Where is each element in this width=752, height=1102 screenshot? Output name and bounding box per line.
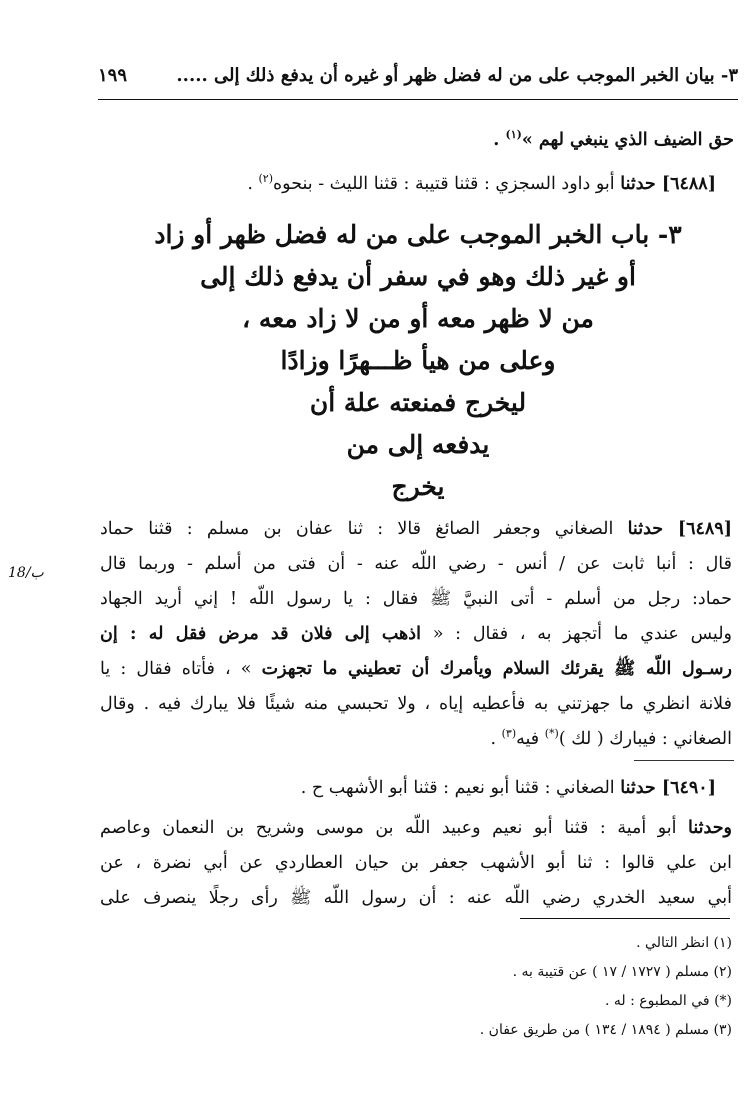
chapter-title-line: يدفعه إلى من [346,430,490,459]
hadith-6489-line: رسـول اللّه ﷺ يقرئك السلام ويأمرك أن تعطيني ما تجهزت » ، فأتاه فقال : يا [100,659,732,679]
manuscript-folio-marker: 18/ب [8,565,44,581]
page-number: ١٩٩ [98,64,128,86]
chapter-title-line: أو غير ذلك وهو في سفر أن يدفع ذلك إلى [200,262,636,291]
hadith-6489-line: حماد: رجل من أسلم - أتى النبيَّ ﷺ فقال : يا رسول اللّه ! إني أريد الجهاد [100,589,732,609]
hadith-6490b-line: وحدثنا أبو أمية : قثنا أبو نعيم وعبيد اللّه بن موسى وشريح بن النعمان وعاصم [100,818,732,838]
hadith-number: [٦٤٩٠] حدثنا [620,778,716,798]
footnote: (*) في المطبوع : له . [604,993,732,1009]
hadith-6490b-line: ابن علي قالوا : ثنا أبو الأشهب جعفر بن حيان العطاردي عن أبي نضرة ، عن [100,853,732,873]
hadith-6488: [٦٤٨٨] حدثنا أبو داود السجزي : قثنا قتيبة : قثنا الليث - بنحوه$^{(٢)}$ . [247,172,716,194]
chapter-title-line: ليخرج فمنعته علة أن [309,388,527,417]
chapter-title-line: ٣- باب الخبر الموجب على من له فضل ظهر أو زاد [154,220,682,249]
running-header [98,58,738,92]
header-rule [98,99,738,100]
hadith-6490b-line: أبي سعيد الخدري رضي اللّه عنه : أن رسول اللّه ﷺ رأى رجلًا ينصرف على [100,888,732,908]
hadith-6489-line: [٦٤٨٩] حدثنا الصغاني وجعفر الصائغ قالا : ثنا عفان بن مسلم : قثنا حماد [100,519,732,539]
chapter-title-line: وعلى من هيأ ظـــهرًا وزادًا [280,346,556,375]
hadith-6489-line: قال : أنبا ثابت عن / أنس - رضي اللّه عنه - أن فتى من أسلم - وربما قال [100,554,732,574]
footnote: (٣) مسلم ( ١٨٩٤ / ١٣٤ ) من طريق عفان . [479,1022,732,1038]
footnote-rule [520,918,730,919]
footnote: (١) انظر التالي . [636,935,732,951]
continuation-line: حق الضيف الذي ينبغي لهم »$^{(١)}$ . [493,128,734,150]
footnote: (٢) مسلم ( ١٧٢٧ / ١٧ ) عن قتيبة به . [512,964,732,980]
hadith-number: [٦٤٨٨] حدثنا [620,174,716,194]
hadith-6489-line: فلانة انظري ما جهزتني به فأعطيه إياه ، ولا تحبسي منه شيئًا فلا يبارك فيه . وقال [100,694,732,714]
chapter-title-line: يخرج [391,472,445,501]
hadith-6489-line: وليس عندي ما أتجهز به ، فقال : « اذهب إلى فلان قد مرض فقل له : إن [100,624,732,644]
hadith-6489-line: الصغاني : فيبارك ( لك )(*) فيه$^{(٣)}$ . [490,727,732,749]
running-title: ٣- بيان الخبر الموجب على من له فضل ظهر أو غيره أن يدفع ذلك إلى ..... [176,64,738,86]
hadith-number: [٦٤٨٩] حدثنا [627,519,732,539]
chapter-title-line: من لا ظهر معه أو من لا زاد معه ، [242,304,594,333]
hadith-6490: [٦٤٩٠] حدثنا الصغاني : قثنا أبو نعيم : قثنا أبو الأشهب ح . [300,778,716,798]
paragraph-separator [634,760,734,761]
